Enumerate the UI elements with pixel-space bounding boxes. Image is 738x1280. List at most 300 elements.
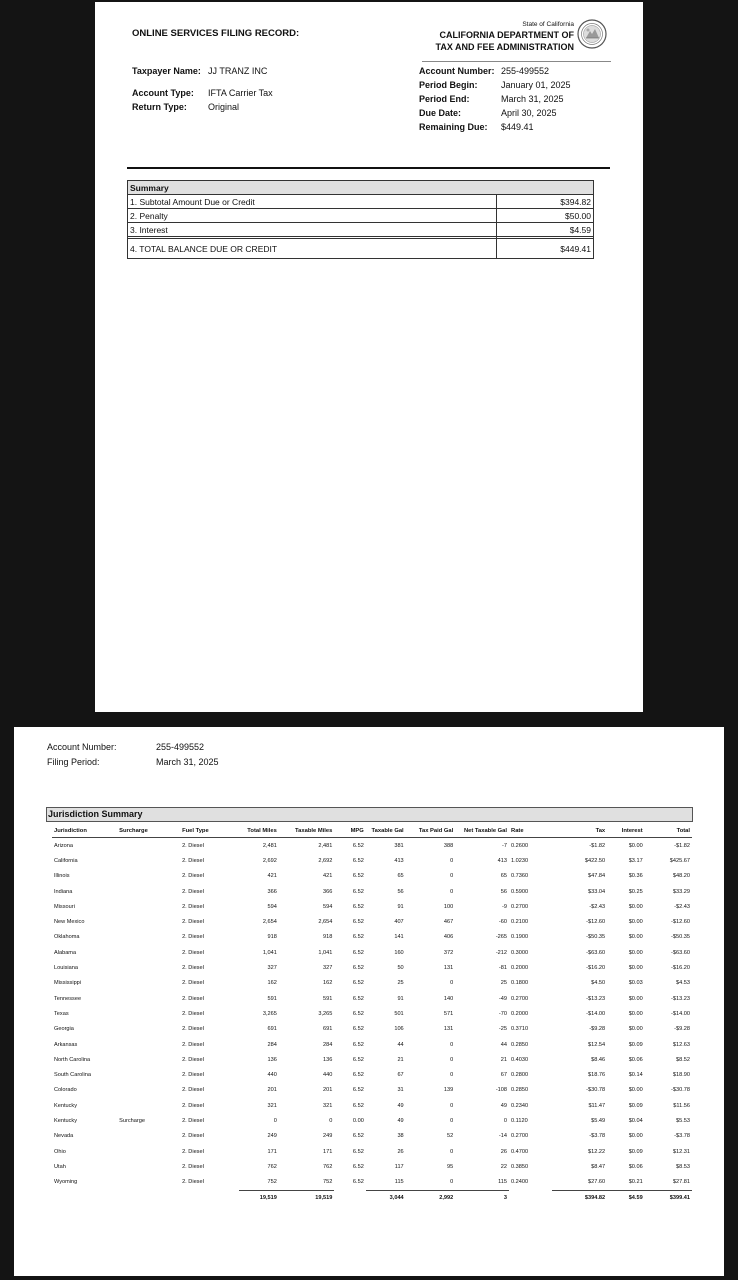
table-cell: 2. Diesel bbox=[182, 1010, 204, 1017]
summary-row bbox=[128, 223, 594, 237]
table-cell: 31 bbox=[397, 1087, 404, 1094]
table-cell: $0.03 bbox=[628, 980, 643, 987]
table-cell: 26 bbox=[500, 1148, 508, 1155]
table-cell bbox=[117, 1083, 180, 1098]
table-row bbox=[52, 930, 692, 945]
table-cell: Surcharge bbox=[119, 1117, 145, 1124]
account-number-value: 255-499552 bbox=[156, 742, 205, 752]
table-cell: $0.00 bbox=[628, 1087, 643, 1094]
table-cell: -60 bbox=[498, 919, 508, 926]
table-cell: -$9.28 bbox=[589, 1026, 606, 1033]
table-cell: 6.52 bbox=[352, 1102, 364, 1109]
table-cell: 56 bbox=[397, 888, 404, 895]
department-line-2: TAX AND FEE ADMINISTRATION bbox=[435, 42, 574, 52]
table-cell: $8.52 bbox=[676, 1056, 690, 1063]
table-cell: -265 bbox=[495, 934, 508, 941]
table-cell: 413 bbox=[394, 857, 404, 864]
table-row bbox=[52, 945, 692, 960]
table-cell: -$50.35 bbox=[671, 934, 690, 941]
table-cell: 49 bbox=[500, 1102, 508, 1109]
table-cell: 388 bbox=[443, 842, 454, 849]
jurisdiction-summary-page bbox=[14, 727, 724, 1276]
department-line-1: CALIFORNIA DEPARTMENT OF bbox=[439, 30, 574, 40]
totals-cell: 3 bbox=[455, 1190, 509, 1205]
table-cell: $0.00 bbox=[628, 903, 643, 910]
totals-cell bbox=[52, 1190, 117, 1205]
table-cell: 95 bbox=[447, 1163, 454, 1170]
table-cell: 0.2700 bbox=[511, 1133, 529, 1140]
table-cell: 49 bbox=[397, 1117, 404, 1124]
table-cell bbox=[117, 991, 180, 1006]
table-cell: 249 bbox=[322, 1133, 333, 1140]
column-header: Rate bbox=[509, 824, 552, 838]
table-cell: -$63.60 bbox=[586, 949, 606, 956]
table-cell: 2,481 bbox=[318, 842, 333, 849]
table-cell: 6.52 bbox=[352, 995, 364, 1002]
table-cell: 2. Diesel bbox=[182, 980, 204, 987]
table-cell: -$14.00 bbox=[586, 1010, 606, 1017]
column-header: MPG bbox=[334, 824, 365, 838]
table-cell bbox=[117, 899, 180, 914]
table-cell: $0.00 bbox=[628, 1026, 643, 1033]
table-cell: South Carolina bbox=[54, 1072, 92, 1079]
table-cell: 0.4700 bbox=[511, 1148, 529, 1155]
table-cell: 131 bbox=[443, 1026, 454, 1033]
table-cell: 366 bbox=[322, 888, 333, 895]
table-cell: $0.06 bbox=[628, 1163, 643, 1170]
table-cell: 140 bbox=[443, 995, 454, 1002]
column-header: Surcharge bbox=[117, 824, 180, 838]
table-cell: 6.52 bbox=[352, 949, 364, 956]
table-row bbox=[52, 1159, 692, 1174]
table-cell: 2,481 bbox=[262, 842, 277, 849]
table-cell: 6.52 bbox=[352, 1010, 364, 1017]
table-cell: 0.3850 bbox=[511, 1163, 529, 1170]
totals-row bbox=[52, 1190, 692, 1205]
totals-cell: 2,992 bbox=[406, 1190, 456, 1205]
table-cell: 762 bbox=[267, 1163, 277, 1170]
header-divider bbox=[422, 61, 611, 62]
table-cell: 117 bbox=[394, 1163, 404, 1170]
table-cell: 0.2850 bbox=[511, 1087, 529, 1094]
table-cell: $8.53 bbox=[676, 1163, 690, 1170]
table-cell: $48.20 bbox=[672, 873, 690, 880]
table-cell: 141 bbox=[394, 934, 404, 941]
table-cell: $0.14 bbox=[628, 1072, 643, 1079]
table-cell: $12.54 bbox=[588, 1041, 606, 1048]
table-cell: 6.52 bbox=[352, 965, 364, 972]
table-cell: 591 bbox=[267, 995, 277, 1002]
table-cell: $0.00 bbox=[628, 1010, 643, 1017]
table-cell: 762 bbox=[322, 1163, 333, 1170]
column-header: Interest bbox=[607, 824, 645, 838]
column-header: Tax bbox=[552, 824, 607, 838]
table-cell: 50 bbox=[397, 965, 404, 972]
table-cell: 2. Diesel bbox=[182, 995, 204, 1002]
table-cell: 440 bbox=[267, 1072, 277, 1079]
table-cell: 0.3710 bbox=[511, 1026, 529, 1033]
table-cell: 0.2700 bbox=[511, 903, 529, 910]
table-cell: 0.00 bbox=[352, 1117, 364, 1124]
table-cell: 0.2400 bbox=[511, 1179, 529, 1186]
table-cell bbox=[117, 1067, 180, 1082]
section-divider bbox=[127, 167, 610, 169]
table-cell: 44 bbox=[397, 1041, 404, 1048]
table-cell: $27.60 bbox=[588, 1179, 606, 1186]
table-row bbox=[52, 1037, 692, 1052]
totals-cell: 3,044 bbox=[366, 1190, 406, 1205]
table-cell: Kentucky bbox=[54, 1117, 78, 1124]
table-cell: 2. Diesel bbox=[182, 873, 204, 880]
period-end-value: March 31, 2025 bbox=[501, 94, 564, 104]
table-row bbox=[52, 838, 692, 854]
table-cell: 0 bbox=[450, 1179, 454, 1186]
table-cell: 327 bbox=[267, 965, 277, 972]
table-cell: -7 bbox=[502, 842, 508, 849]
account-number-value: 255-499552 bbox=[501, 66, 550, 76]
table-cell: 6.52 bbox=[352, 857, 364, 864]
remaining-due-value: $449.41 bbox=[501, 122, 534, 132]
table-cell bbox=[117, 1022, 180, 1037]
table-cell: -$16.20 bbox=[586, 965, 606, 972]
table-cell: Oklahoma bbox=[54, 934, 80, 941]
section-title: Jurisdiction Summary bbox=[46, 807, 693, 822]
totals-cell: 19,519 bbox=[239, 1190, 279, 1205]
table-cell: -$3.78 bbox=[589, 1133, 606, 1140]
table-cell: $0.09 bbox=[628, 1148, 643, 1155]
table-cell: 201 bbox=[267, 1087, 277, 1094]
table-cell: 21 bbox=[500, 1056, 508, 1063]
table-cell: 421 bbox=[267, 873, 277, 880]
summary-row bbox=[128, 195, 594, 209]
table-cell bbox=[117, 1159, 180, 1174]
table-cell: 2,692 bbox=[262, 857, 277, 864]
table-cell: 2. Diesel bbox=[182, 934, 204, 941]
table-cell: 2. Diesel bbox=[182, 1117, 204, 1124]
taxpayer-name-value: JJ TRANZ INC bbox=[208, 66, 268, 76]
table-cell: -$12.60 bbox=[671, 919, 690, 926]
table-cell: 100 bbox=[443, 903, 454, 910]
table-cell bbox=[117, 1175, 180, 1191]
table-cell: 0 bbox=[329, 1117, 333, 1124]
table-cell: 65 bbox=[500, 873, 508, 880]
filing-period-value: March 31, 2025 bbox=[156, 757, 219, 767]
period-begin-label: Period Begin: bbox=[419, 80, 478, 90]
department-name bbox=[436, 29, 575, 53]
table-cell: New Mexico bbox=[54, 919, 85, 926]
table-cell: $0.00 bbox=[628, 842, 643, 849]
table-cell: 0 bbox=[450, 873, 454, 880]
table-cell: $0.04 bbox=[628, 1117, 643, 1124]
table-cell: 115 bbox=[498, 1179, 508, 1186]
table-cell bbox=[117, 1006, 180, 1021]
table-cell: 49 bbox=[397, 1102, 404, 1109]
table-cell: $425.67 bbox=[669, 857, 690, 864]
table-cell: 413 bbox=[497, 857, 508, 864]
table-cell bbox=[117, 976, 180, 991]
table-cell: 327 bbox=[322, 965, 333, 972]
table-cell: 6.52 bbox=[352, 1056, 364, 1063]
table-cell: Wyoming bbox=[54, 1179, 78, 1186]
table-cell: 0.4030 bbox=[511, 1056, 529, 1063]
table-cell: 136 bbox=[267, 1056, 277, 1063]
table-cell: 6.52 bbox=[352, 842, 364, 849]
table-cell: -$12.60 bbox=[586, 919, 606, 926]
account-number-label: Account Number: bbox=[47, 742, 117, 752]
account-type-label: Account Type: bbox=[132, 88, 194, 98]
table-cell: Alabama bbox=[54, 949, 77, 956]
table-cell: $12.31 bbox=[672, 1148, 690, 1155]
table-cell: 321 bbox=[322, 1102, 333, 1109]
table-cell bbox=[117, 884, 180, 899]
table-cell: Louisiana bbox=[54, 965, 78, 972]
table-cell: 0 bbox=[450, 1117, 454, 1124]
table-cell: -$16.20 bbox=[671, 965, 690, 972]
table-cell: $5.49 bbox=[591, 1117, 606, 1124]
state-label: State of California bbox=[522, 21, 574, 28]
table-cell: 2. Diesel bbox=[182, 1102, 204, 1109]
table-cell: 2. Diesel bbox=[182, 1133, 204, 1140]
table-cell: $0.00 bbox=[628, 949, 643, 956]
table-cell: $4.50 bbox=[591, 980, 606, 987]
table-cell: -$63.60 bbox=[671, 949, 690, 956]
table-cell: 2,692 bbox=[318, 857, 333, 864]
table-cell: 139 bbox=[443, 1087, 454, 1094]
table-cell bbox=[117, 838, 180, 854]
table-cell: 6.52 bbox=[352, 934, 364, 941]
summary-row-amount: $394.82 bbox=[497, 195, 594, 209]
table-cell: 2. Diesel bbox=[182, 903, 204, 910]
table-cell: 6.52 bbox=[352, 1087, 364, 1094]
table-cell: North Carolina bbox=[54, 1056, 91, 1063]
table-cell: -49 bbox=[498, 995, 508, 1002]
table-cell: $0.21 bbox=[628, 1179, 643, 1186]
table-cell: 381 bbox=[394, 842, 404, 849]
table-cell: Kentucky bbox=[54, 1102, 78, 1109]
table-cell: 162 bbox=[322, 980, 333, 987]
table-row bbox=[52, 991, 692, 1006]
table-cell: $18.90 bbox=[672, 1072, 690, 1079]
table-cell: $0.25 bbox=[628, 888, 643, 895]
table-cell: 372 bbox=[443, 949, 454, 956]
table-cell: 0.2850 bbox=[511, 1041, 529, 1048]
table-cell: 407 bbox=[394, 919, 404, 926]
table-cell: 0.5900 bbox=[511, 888, 529, 895]
table-row bbox=[52, 1006, 692, 1021]
table-cell: Tennessee bbox=[54, 995, 82, 1002]
table-cell: 0 bbox=[450, 1148, 454, 1155]
table-row bbox=[52, 1144, 692, 1159]
totals-cell bbox=[180, 1190, 239, 1205]
table-cell bbox=[117, 1052, 180, 1067]
summary-row-label: 2. Penalty bbox=[128, 209, 497, 223]
table-cell bbox=[117, 930, 180, 945]
table-cell: 591 bbox=[322, 995, 333, 1002]
table-cell: 918 bbox=[322, 934, 333, 941]
table-row bbox=[52, 1098, 692, 1113]
table-row bbox=[52, 1129, 692, 1144]
table-cell: 21 bbox=[397, 1056, 404, 1063]
remaining-due-label: Remaining Due: bbox=[419, 122, 488, 132]
table-cell: Utah bbox=[54, 1163, 66, 1170]
table-cell bbox=[117, 914, 180, 929]
table-cell bbox=[117, 1129, 180, 1144]
table-cell: Georgia bbox=[54, 1026, 74, 1033]
table-cell: 22 bbox=[500, 1163, 508, 1170]
table-cell: -$14.00 bbox=[671, 1010, 690, 1017]
table-cell: 0.2800 bbox=[511, 1072, 529, 1079]
table-cell: 2. Diesel bbox=[182, 857, 204, 864]
totals-cell: 19,519 bbox=[279, 1190, 335, 1205]
table-cell: $47.84 bbox=[588, 873, 606, 880]
table-cell: 171 bbox=[267, 1148, 277, 1155]
summary-table bbox=[127, 180, 594, 259]
table-cell: 501 bbox=[394, 1010, 404, 1017]
table-cell: 171 bbox=[322, 1148, 333, 1155]
table-cell: $0.00 bbox=[628, 919, 643, 926]
table-cell: $8.46 bbox=[591, 1056, 606, 1063]
table-cell: 2. Diesel bbox=[182, 842, 204, 849]
table-header-row bbox=[52, 824, 692, 838]
table-cell: 6.52 bbox=[352, 873, 364, 880]
summary-row bbox=[128, 209, 594, 223]
table-cell: 44 bbox=[500, 1041, 508, 1048]
table-row bbox=[52, 899, 692, 914]
table-cell: $0.00 bbox=[628, 965, 643, 972]
filing-record-page bbox=[95, 2, 643, 712]
table-cell: $12.63 bbox=[672, 1041, 690, 1048]
account-type-value: IFTA Carrier Tax bbox=[208, 88, 273, 98]
totals-cell bbox=[334, 1190, 365, 1205]
table-cell: 25 bbox=[397, 980, 404, 987]
table-cell: 0.1900 bbox=[511, 934, 529, 941]
table-cell: -81 bbox=[498, 965, 508, 972]
table-cell: 284 bbox=[322, 1041, 333, 1048]
table-cell: $3.17 bbox=[628, 857, 643, 864]
table-cell: 0 bbox=[450, 980, 454, 987]
table-cell bbox=[117, 960, 180, 975]
summary-row-amount: $50.00 bbox=[497, 209, 594, 223]
table-cell: Texas bbox=[54, 1010, 69, 1017]
due-date-label: Due Date: bbox=[419, 108, 462, 118]
table-cell: 2,654 bbox=[262, 919, 277, 926]
table-cell: 2,654 bbox=[318, 919, 333, 926]
table-cell: 6.52 bbox=[352, 919, 364, 926]
table-cell: 162 bbox=[267, 980, 277, 987]
table-cell: 67 bbox=[397, 1072, 404, 1079]
table-cell: Indiana bbox=[54, 888, 73, 895]
table-row bbox=[52, 853, 692, 868]
table-cell: 691 bbox=[322, 1026, 333, 1033]
table-cell: 0.1800 bbox=[511, 980, 529, 987]
table-cell: 0.2100 bbox=[511, 919, 529, 926]
table-cell: -$2.43 bbox=[589, 903, 606, 910]
table-cell: $0.06 bbox=[628, 1056, 643, 1063]
table-cell: Arizona bbox=[54, 842, 73, 849]
table-cell: $0.09 bbox=[628, 1102, 643, 1109]
table-cell: -9 bbox=[502, 903, 508, 910]
table-cell: -$1.82 bbox=[589, 842, 606, 849]
table-cell: -$1.82 bbox=[674, 842, 690, 849]
table-cell: 2. Diesel bbox=[182, 1163, 204, 1170]
table-cell bbox=[117, 1144, 180, 1159]
table-cell: 67 bbox=[500, 1072, 508, 1079]
table-cell bbox=[117, 1098, 180, 1113]
totals-cell: $399.41 bbox=[645, 1190, 692, 1205]
table-cell: 6.52 bbox=[352, 903, 364, 910]
table-cell: $11.47 bbox=[588, 1102, 606, 1109]
table-cell: 594 bbox=[267, 903, 277, 910]
table-cell: 0.2700 bbox=[511, 995, 529, 1002]
table-cell: 1.0230 bbox=[511, 857, 529, 864]
table-cell: $18.76 bbox=[588, 1072, 606, 1079]
summary-row-label: 3. Interest bbox=[128, 223, 497, 237]
table-cell: 0 bbox=[450, 1056, 454, 1063]
return-type-value: Original bbox=[208, 102, 240, 112]
table-cell: -$30.78 bbox=[586, 1087, 606, 1094]
totals-cell bbox=[509, 1190, 552, 1205]
table-row bbox=[52, 914, 692, 929]
table-cell: Arkansas bbox=[54, 1041, 78, 1048]
table-cell: 0 bbox=[450, 1072, 454, 1079]
table-cell: 0.2600 bbox=[511, 842, 529, 849]
summary-row-label: 1. Subtotal Amount Due or Credit bbox=[128, 195, 497, 209]
table-row bbox=[52, 884, 692, 899]
table-cell: 0.2340 bbox=[511, 1102, 529, 1109]
table-cell: -$13.23 bbox=[671, 995, 690, 1002]
table-cell: $0.00 bbox=[628, 995, 643, 1002]
table-cell: -25 bbox=[498, 1026, 508, 1033]
table-cell: $5.53 bbox=[676, 1117, 690, 1124]
table-cell: 56 bbox=[500, 888, 508, 895]
table-cell: 6.52 bbox=[352, 1163, 364, 1170]
table-cell: California bbox=[54, 857, 78, 864]
table-cell: 91 bbox=[397, 995, 404, 1002]
table-cell: 421 bbox=[322, 873, 333, 880]
column-header: Fuel Type bbox=[180, 824, 239, 838]
jurisdiction-table bbox=[52, 824, 692, 1205]
column-header: Total Miles bbox=[239, 824, 279, 838]
column-header: Jurisdiction bbox=[52, 824, 117, 838]
table-cell: 6.52 bbox=[352, 888, 364, 895]
table-cell: Illinois bbox=[54, 873, 70, 880]
table-cell: 321 bbox=[267, 1102, 277, 1109]
table-cell: $11.56 bbox=[673, 1102, 690, 1109]
table-cell: 91 bbox=[397, 903, 404, 910]
column-header: Tax Paid Gal bbox=[406, 824, 456, 838]
table-cell: 25 bbox=[500, 980, 508, 987]
table-cell: $4.53 bbox=[676, 980, 690, 987]
table-cell: 65 bbox=[397, 873, 404, 880]
column-header: Total bbox=[645, 824, 692, 838]
return-type-label: Return Type: bbox=[132, 102, 187, 112]
filing-period-label: Filing Period: bbox=[47, 757, 100, 767]
table-cell: 2. Diesel bbox=[182, 1087, 204, 1094]
table-cell: 366 bbox=[267, 888, 277, 895]
table-cell: -$30.78 bbox=[671, 1087, 690, 1094]
table-cell: 6.52 bbox=[352, 1179, 364, 1186]
table-cell: 136 bbox=[322, 1056, 333, 1063]
taxpayer-name-label: Taxpayer Name: bbox=[132, 66, 201, 76]
table-cell: 106 bbox=[394, 1026, 404, 1033]
table-cell: Missouri bbox=[54, 903, 75, 910]
table-cell: $0.00 bbox=[628, 1133, 643, 1140]
summary-header-row bbox=[128, 181, 594, 195]
table-cell: Nevada bbox=[54, 1133, 74, 1140]
column-header: Net Taxable Gal bbox=[455, 824, 509, 838]
table-cell: -$3.78 bbox=[674, 1133, 690, 1140]
table-cell bbox=[117, 1037, 180, 1052]
